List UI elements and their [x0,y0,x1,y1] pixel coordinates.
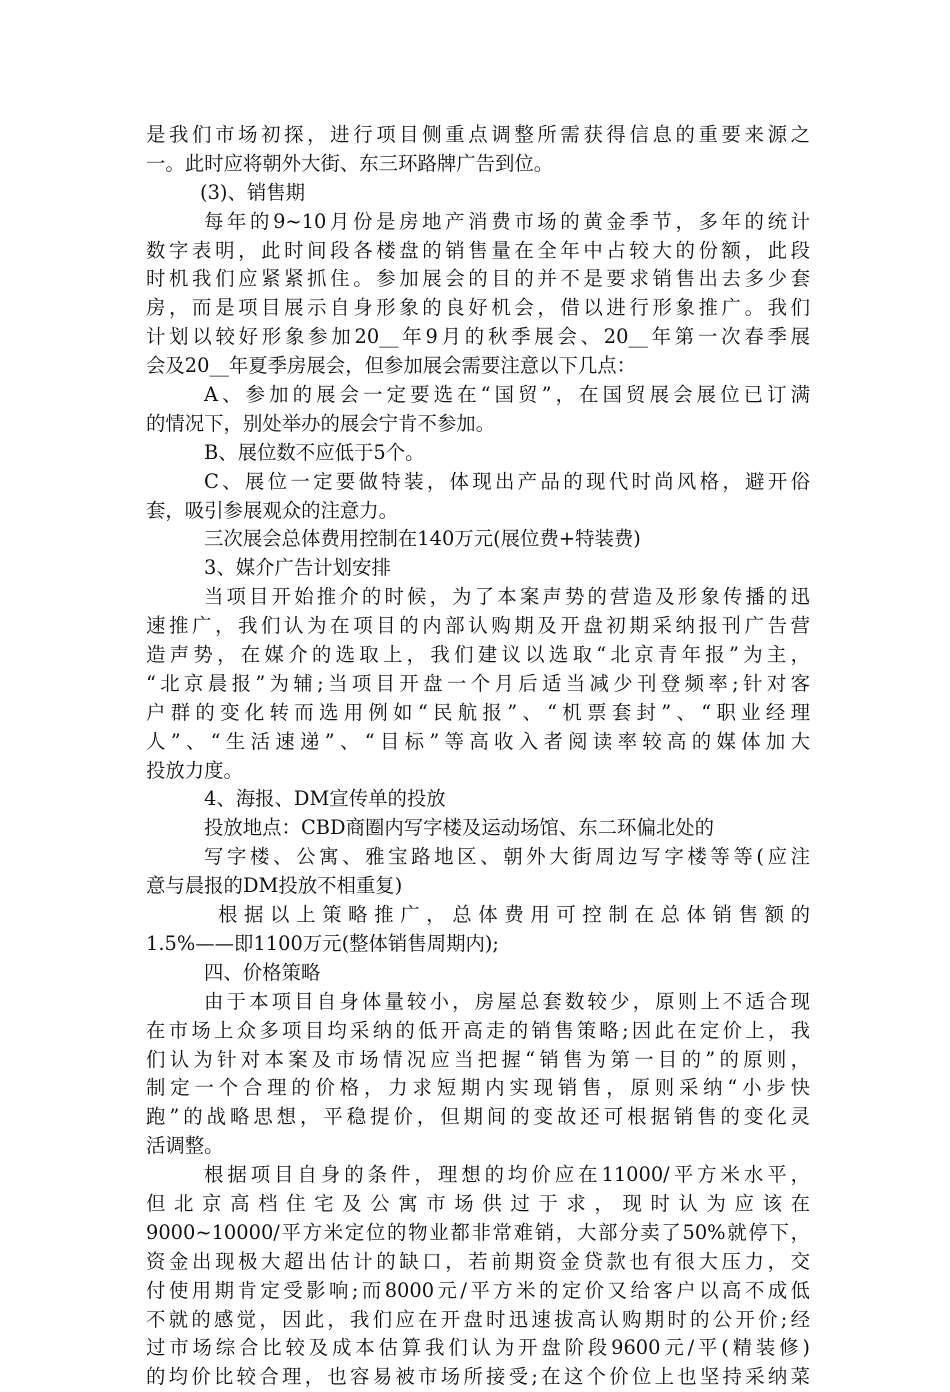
text-line: 人”、“生活速递”、“目标”等高收入者阅读率较高的媒体加大 [146,729,810,753]
text-line: 三次展会总体费用控制在140万元(展位费+特装费) [204,527,641,551]
text-line: 的情况下，别处举办的展会宁肯不参加。 [146,411,496,435]
section-heading: (3)、销售期 [200,180,306,204]
text-line: 套，吸引参展观众的注意力。 [146,498,399,522]
text-line: 不就的感觉，因此，我们应在开盘时迅速拔高认购期时的公开价;经 [146,1307,810,1331]
text-line: 当项目开始推介的时候，为了本案声势的营造及形象传播的迅 [204,585,810,609]
text-line: 们认为针对本案及市场情况应当把握“销售为第一目的”的原则， [146,1047,810,1071]
text-line: B、展位数不应低于5个。 [204,440,425,464]
section-heading: 四、价格策略 [204,960,321,984]
text-line: 根据项目自身的条件，理想的均价应在11000/平方米水平， [204,1163,810,1187]
text-line: 在市场上众多项目均采纳的低开高走的销售策略;因此在定价上，我 [146,1018,810,1042]
text-line: 的均价比较合理，也容易被市场所接受;在这个价位上也坚持采纳菜 [146,1365,810,1389]
text-line: 意与晨报的DM投放不相重复) [146,874,403,898]
text-line: 跑”的战略思想，平稳提价，但期间的变故还可根据销售的变化灵 [146,1105,810,1129]
text-line: 1.5%——即1100万元(整体销售周期内); [146,931,499,955]
text-line: 9000~10000/平方米定位的物业都非常难销，大部分卖了50%就停下， [146,1220,810,1244]
text-line: 数字表明，此时间段各楼盘的销售量在全年中占较大的份额，此段 [146,238,810,262]
text-line: 计划以较好形象参加20__年9月的秋季展会、20__年第一次春季展 [146,325,810,349]
text-line: C、展位一定要做特装，体现出产品的现代时尚风格，避开俗 [204,469,810,493]
text-line: A、参加的展会一定要选在“国贸”，在国贸展会展位已订满 [204,383,810,407]
text-line: 造声势，在媒介的选取上，我们建议以选取“北京青年报”为主， [146,643,810,667]
text-line: 写字楼、公寓、雅宝路地区、朝外大街周边写字楼等等(应注 [204,845,810,869]
text-line: 房，而是项目展示自身形象的良好机会，借以进行形象推广。我们 [146,296,810,320]
text-line: 活调整。 [146,1134,224,1158]
text-line: 付使用期肯定受影响;而8000元/平方米的定价又给客户以高不成低 [146,1278,810,1302]
document-body [146,121,810,1392]
text-line: 制定一个合理的价格，力求短期内实现销售，原则采纳“小步快 [146,1076,810,1100]
text-line: 速推广，我们认为在项目的内部认购期及开盘初期采纳报刊广告营 [146,614,810,638]
text-line: 时机我们应紧紧抓住。参加展会的目的并不是要求销售出去多少套 [146,267,810,291]
text-line: 但北京高档住宅及公寓市场供过于求，现时认为应该在 [146,1191,810,1215]
text-line: 资金出现极大超出估计的缺口，若前期资金贷款也有很大压力，交 [146,1249,810,1273]
text-line: 投放力度。 [146,758,243,782]
text-line: “北京晨报”为辅;当项目开盘一个月后适当减少刊登频率;针对客 [146,671,810,695]
text-line: 会及20__年夏季房展会，但参加展会需要注意以下几点： [146,354,637,378]
text-line: 根据以上策略推广，总体费用可控制在总体销售额的 [218,903,810,927]
text-line: 一。此时应将朝外大街、东三环路牌广告到位。 [146,151,554,175]
text-line: 由于本项目自身体量较小，房屋总套数较少，原则上不适合现 [204,989,810,1013]
section-heading: 4、海报、DM宣传单的投放 [204,787,446,811]
section-heading: 3、媒介广告计划安排 [204,556,391,580]
text-line: 户群的变化转而选用例如“民航报”、“机票套封”、“职业经理 [146,700,810,724]
text-line: 过市场综合比较及成本估算我们认为开盘阶段9600元/平(精装修) [146,1336,810,1360]
text-line: 每年的9~10月份是房地产消费市场的黄金季节，多年的统计 [204,209,810,233]
text-line: 是我们市场初探，进行项目侧重点调整所需获得信息的重要来源之 [146,123,810,146]
text-line: 投放地点：CBD商圈内写字楼及运动场馆、东二环偏北处的 [204,816,715,840]
